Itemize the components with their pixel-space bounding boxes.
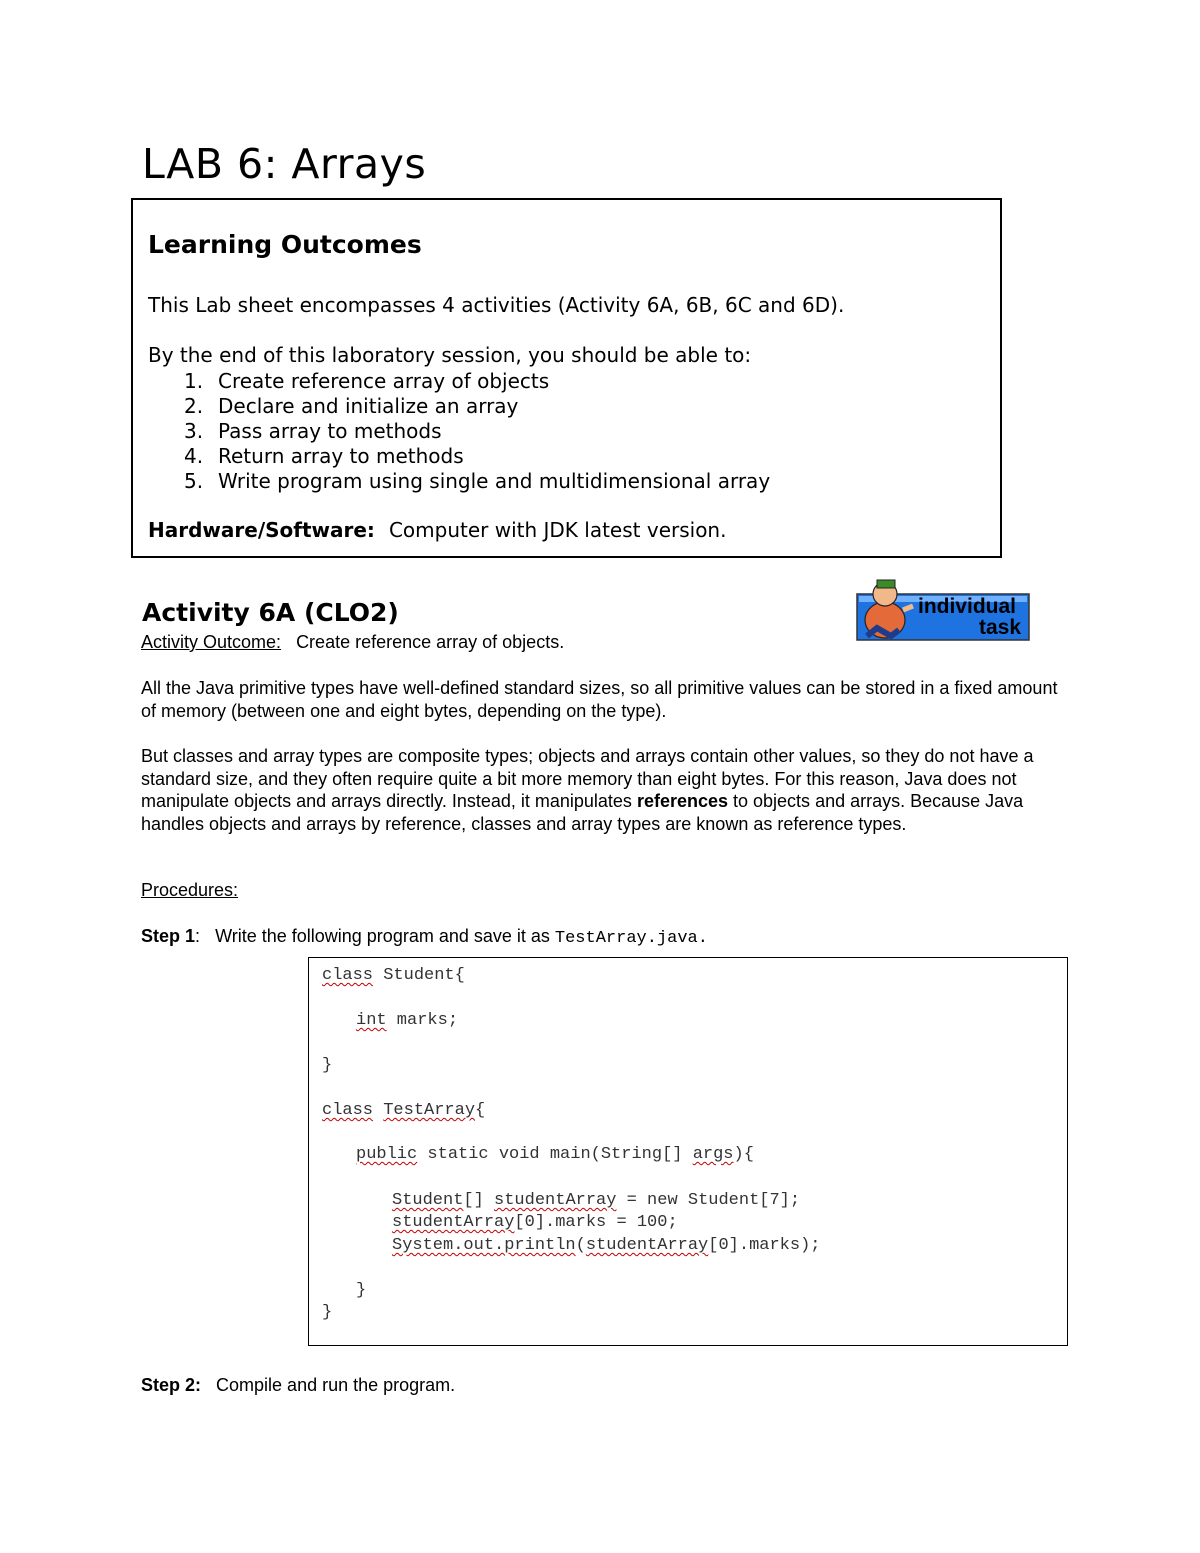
step-1-filename: TestArray.java.	[554, 929, 708, 948]
individual-task-badge	[855, 576, 1031, 644]
hardware-software-value: Computer with JDK latest version.	[388, 518, 727, 542]
learning-outcomes-intro: This Lab sheet encompasses 4 activities (Activity 6A, 6B, 6C and 6D).	[148, 293, 845, 317]
learning-outcomes-heading: Learning Outcomes	[148, 230, 422, 259]
code-line: }	[356, 1281, 367, 1300]
step-1: Step 1: Write the following program and save it as TestArray.java.	[141, 926, 708, 948]
outcome-item: 3. Pass array to methods	[184, 419, 442, 443]
outcome-item: 2. Declare and initialize an array	[184, 394, 519, 418]
step-2-label: Step 2:	[141, 1375, 202, 1395]
procedures-heading: Procedures:	[141, 880, 239, 900]
learning-outcomes-lead: By the end of this laboratory session, you should be able to:	[148, 343, 752, 367]
individual-task-icon	[855, 576, 1031, 644]
hardware-software-label: Hardware/Software:	[148, 518, 375, 542]
code-line: int marks;	[356, 1011, 459, 1030]
page-title: LAB 6: Arrays	[142, 140, 427, 188]
paragraph-primitive-types: All the Java primitive types have well-defined standard sizes, so all primitive values can be stored in a fixed amount of memory (between one and eight bytes, depending on the type).	[141, 678, 1058, 721]
code-line: }	[322, 1056, 333, 1075]
code-line: class Student{	[322, 966, 465, 985]
code-line: Student[] studentArray = new Student[7];	[392, 1191, 801, 1210]
activity-outcome-label: Activity Outcome:	[141, 632, 282, 652]
bold-references: references	[636, 791, 729, 811]
hardware-software-line	[148, 518, 726, 542]
code-line: studentArray[0].marks = 100;	[392, 1213, 678, 1232]
code-line: System.out.println(studentArray[0].marks);	[392, 1236, 821, 1255]
outcome-item: 5. Write program using single and multidimensional array	[184, 469, 771, 493]
outcome-item: 4. Return array to methods	[184, 444, 464, 468]
code-line: }	[322, 1303, 333, 1322]
step-1-label: Step 1	[141, 926, 196, 946]
outcome-item: 1. Create reference array of objects	[184, 369, 550, 393]
badge-text-line1: individual	[917, 595, 1017, 618]
step-2	[141, 1375, 455, 1396]
badge-text-line2: task	[978, 616, 1022, 639]
code-line: class TestArray{	[322, 1101, 486, 1120]
activity-outcome-text: Create reference array of objects.	[296, 632, 565, 652]
paragraph-reference-types: But classes and array types are composite types; objects and arrays contain other values, so they do not have a standard size, and they often require quite a bit more memory than eight bytes. For this reason, Java does not manipulate objects and arrays directly. Instead, it manipulates references to objects and arrays. Because Java handles objects and arrays by reference, classes and array types are known as reference types.	[141, 746, 1034, 834]
code-line: public static void main(String[] args){	[356, 1145, 754, 1164]
step-1-text: Write the following program and save it as	[215, 926, 555, 946]
activity-outcome	[141, 632, 564, 653]
step-2-text: Compile and run the program.	[216, 1375, 456, 1395]
activity-heading: Activity 6A (CLO2)	[142, 598, 399, 627]
